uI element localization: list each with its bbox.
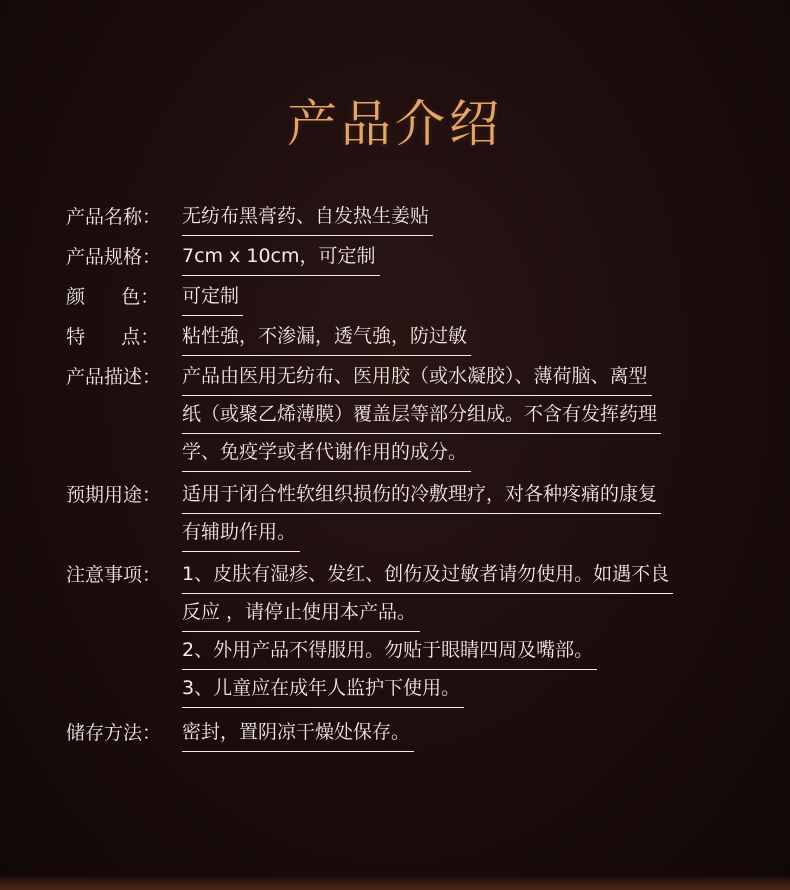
field-precautions [66,556,673,708]
field-label: 产品规格： [66,246,162,268]
bottom-band [0,876,790,890]
field-storage [66,714,414,753]
field-label: 颜 色： [66,286,160,308]
field-label: 产品描述： [66,366,162,388]
field-value-line: 有辅助作用。 [182,514,300,552]
field-label: 预期用途： [66,484,162,506]
field-features [66,318,471,357]
field-value-line: 产品由医用无纺布、医用胶（或水凝胶）、薄荷脑、离型 [182,358,652,396]
field-intended-use [66,476,661,552]
field-value: 7cm x 10cm，可定制 [182,238,380,276]
field-value-line: 3、儿童应在成年人监护下使用。 [182,670,464,708]
field-label: 储存方法： [66,722,162,744]
field-value-line: 2、外用产品不得服用。勿贴于眼睛四周及嘴部。 [182,632,597,670]
field-product-name [66,198,433,237]
field-value-line: 反应 ，请停止使用本产品。 [182,594,420,632]
field-label: 特 点： [66,326,160,348]
field-value: 可定制 [182,278,243,316]
field-value-line: 学、免疫学或者代谢作用的成分。 [182,434,471,472]
field-value: 密封，置阴凉干燥处保存。 [182,714,414,752]
field-label: 产品名称： [66,206,162,228]
field-description [66,358,661,472]
field-color [66,278,243,317]
field-value-line: 适用于闭合性软组织损伤的冷敷理疗，对各种疼痛的康复 [182,476,661,514]
field-value: 无纺布黑膏药、自发热生姜贴 [182,198,433,236]
field-label: 注意事项： [66,564,162,586]
field-value: 粘性強，不渗漏，透气強，防过敏 [182,318,471,356]
field-product-spec [66,238,380,277]
field-value-line: 1、皮肤有湿疹、发红、创伤及过敏者请勿使用。如遇不良 [182,556,673,594]
page-title: 产品介绍 [287,95,503,153]
field-value-line: 纸（或聚乙烯薄膜）覆盖层等部分组成。不含有发挥药理 [182,396,661,434]
